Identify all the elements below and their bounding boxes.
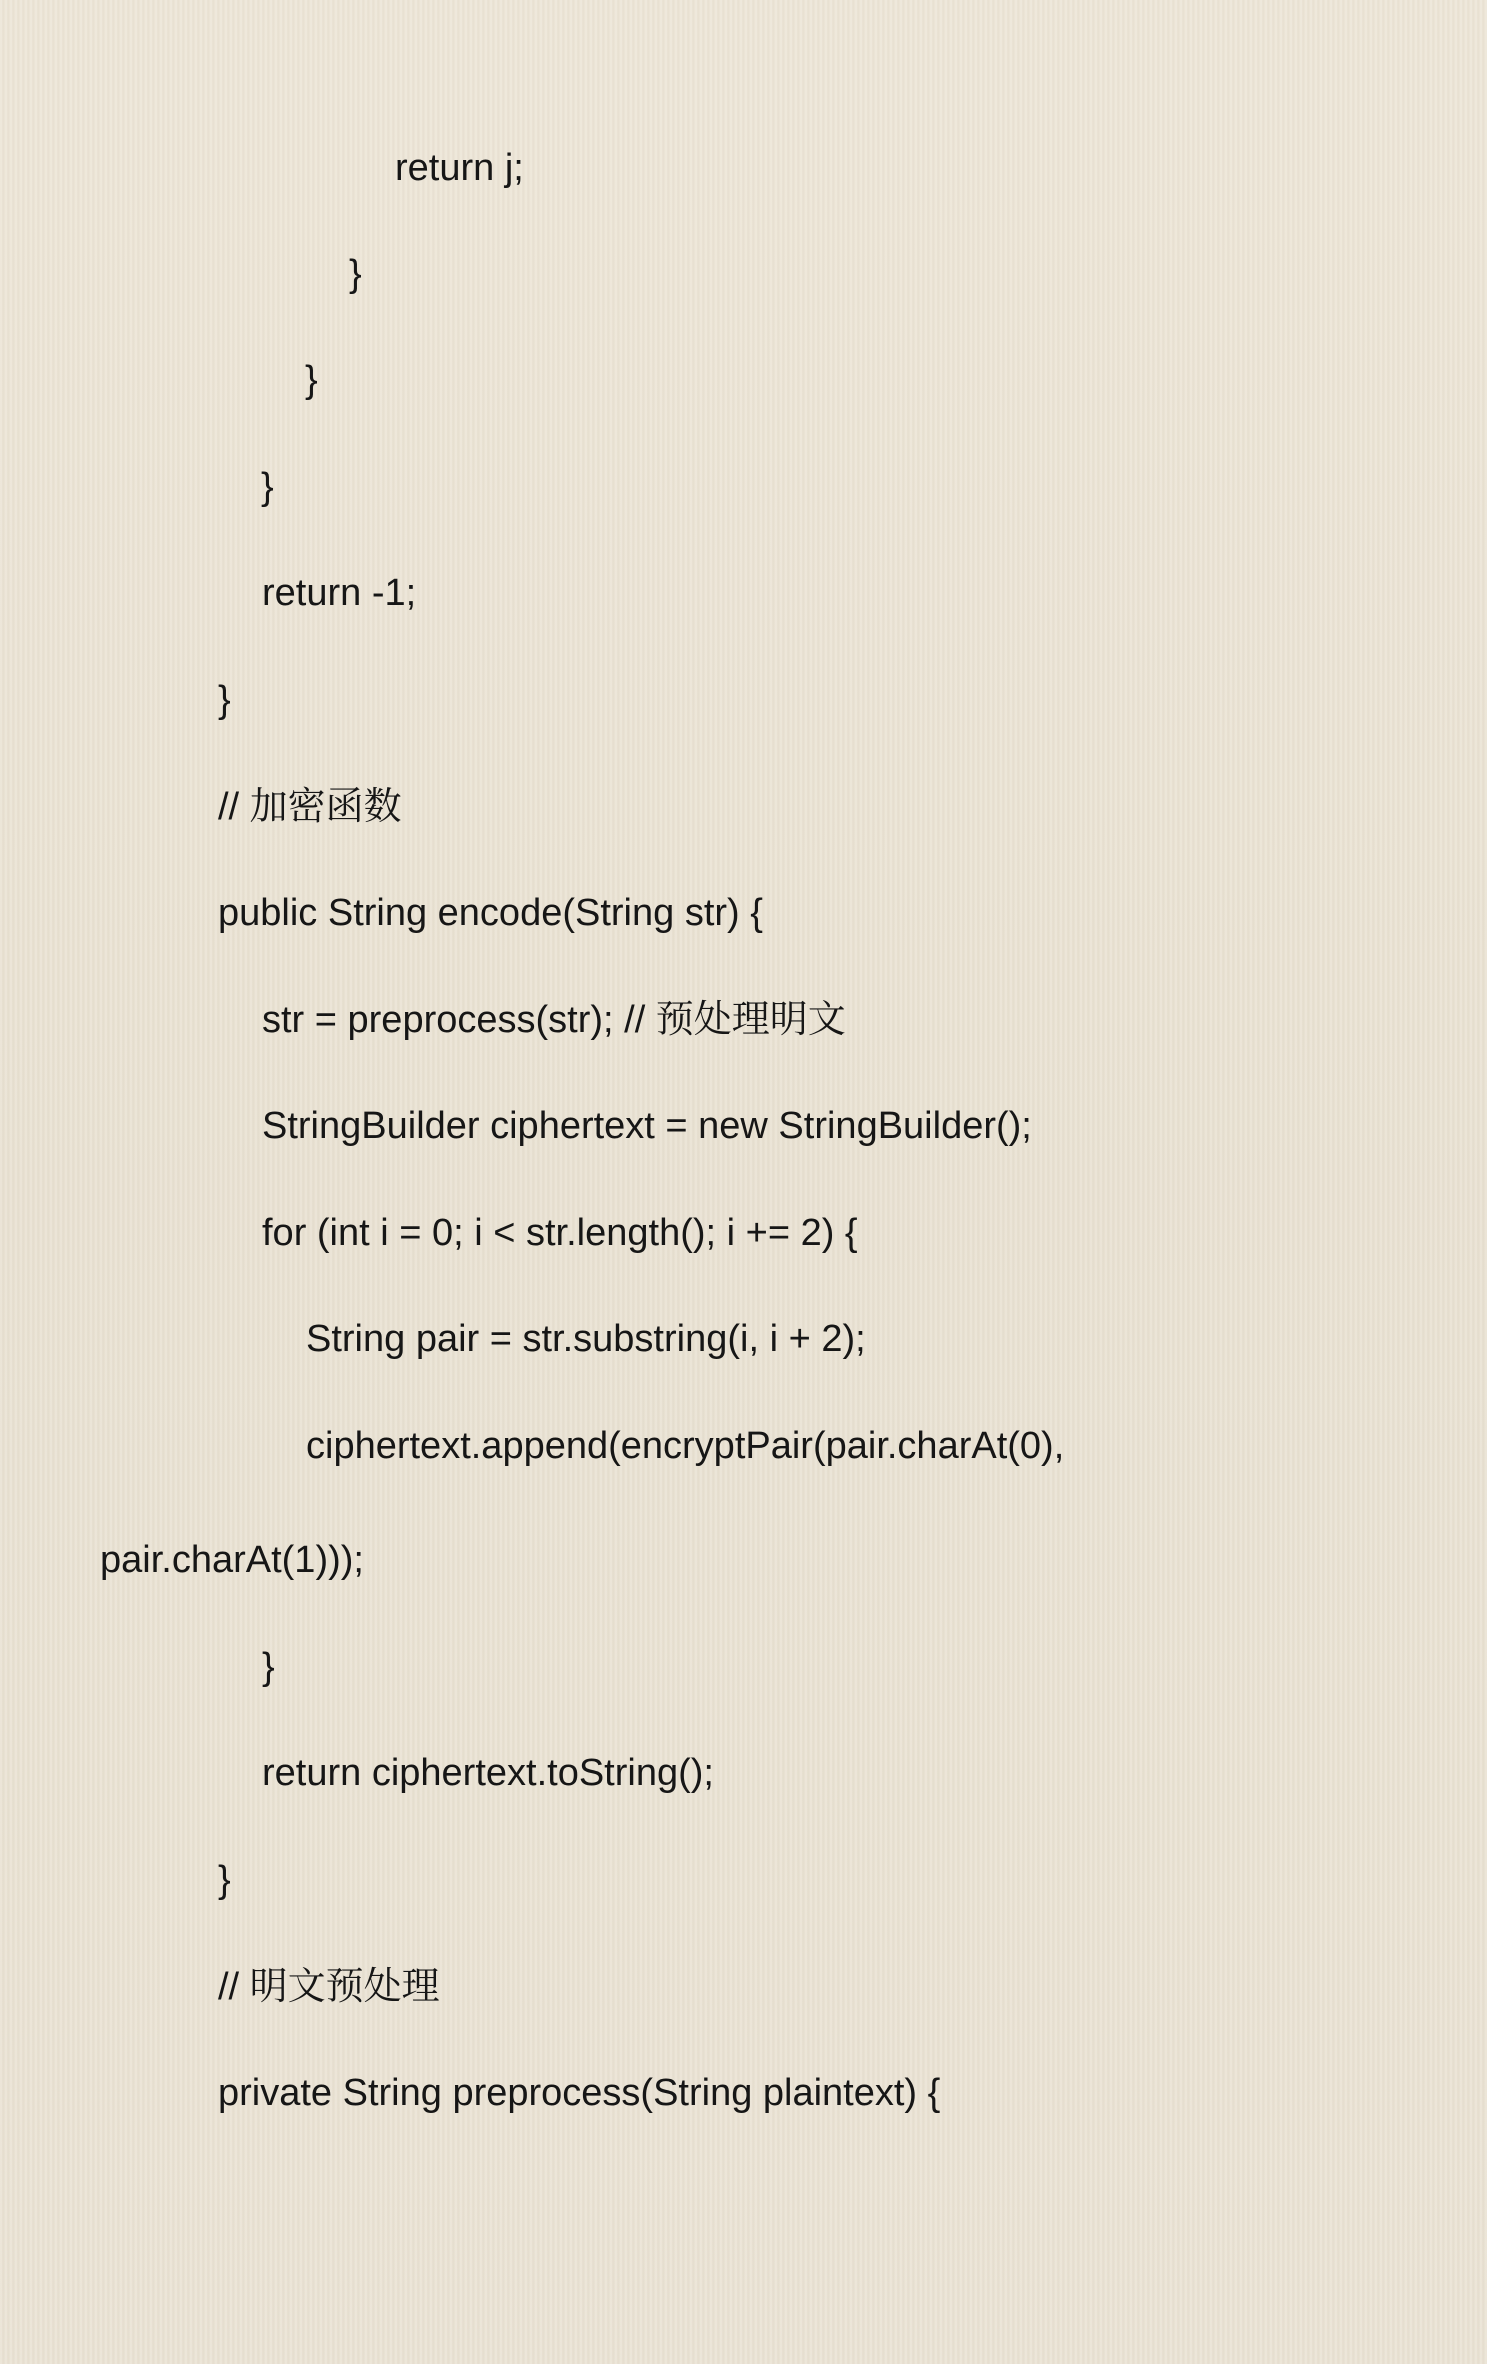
code-line: for (int i = 0; i < str.length(); i += 2) {: [262, 1212, 858, 1254]
code-line: }: [218, 679, 231, 721]
code-line: }: [262, 1646, 275, 1688]
code-line: StringBuilder ciphertext = new StringBuilder();: [262, 1105, 1032, 1147]
code-line: public String encode(String str) {: [218, 892, 763, 934]
code-comment: // 加密函数: [218, 786, 402, 828]
code-comment: // 明文预处理: [218, 1966, 440, 2008]
code-line-wrap: pair.charAt(1)));: [100, 1539, 364, 1581]
code-line: return -1;: [262, 572, 417, 614]
code-line: }: [305, 359, 318, 401]
code-line: private String preprocess(String plaintext) {: [218, 2072, 941, 2114]
code-line: ciphertext.append(encryptPair(pair.charAt(0),: [306, 1425, 1065, 1467]
code-line: return ciphertext.toString();: [262, 1752, 714, 1794]
code-line: str = preprocess(str); // 预处理明文: [262, 999, 846, 1041]
code-line: }: [218, 1859, 231, 1901]
code-line: }: [261, 466, 274, 508]
code-line: String pair = str.substring(i, i + 2);: [306, 1318, 866, 1360]
code-line: return j;: [395, 147, 524, 189]
code-line: }: [349, 253, 362, 295]
